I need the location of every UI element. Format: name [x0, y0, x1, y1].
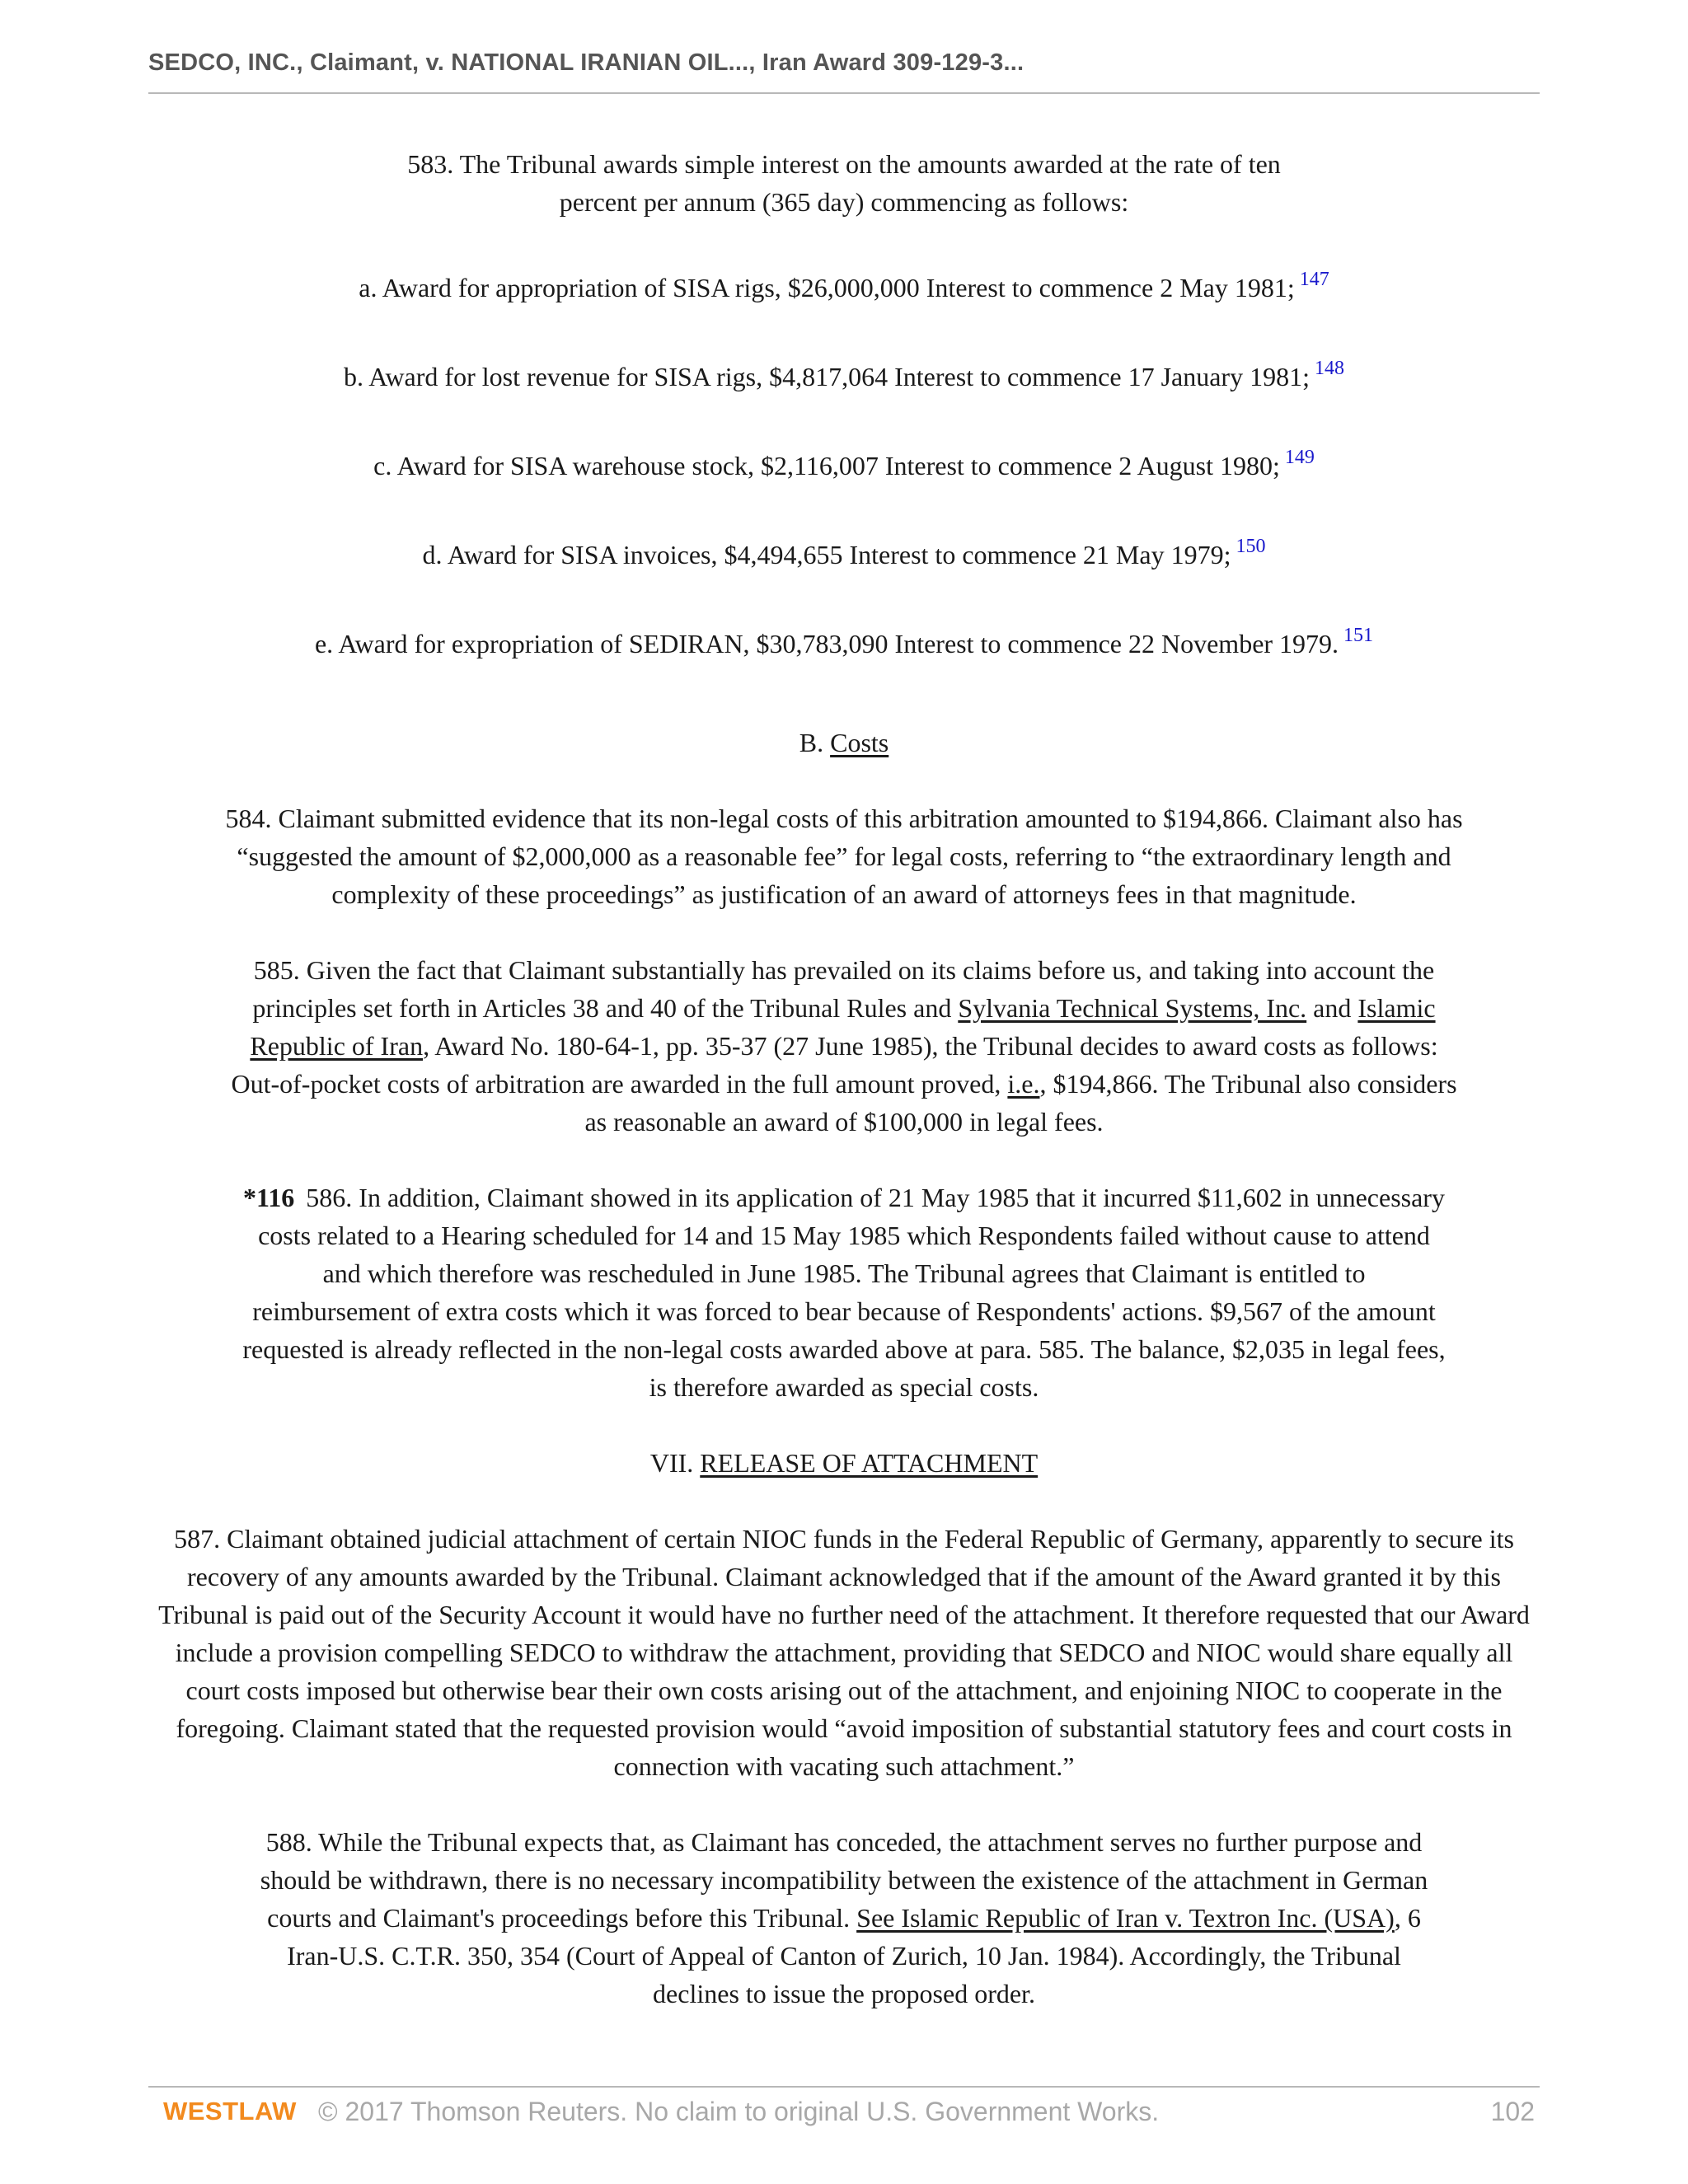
award-item-d: [148, 536, 1540, 577]
heading-prefix: B.: [799, 728, 824, 757]
award-item-c: [148, 447, 1540, 488]
footnote-link-147[interactable]: 147: [1299, 269, 1329, 290]
section-heading-release: [148, 1444, 1540, 1482]
paragraph-text: , $194,866. The Tribunal also considers as reasonable an award of $100,000 in legal fees.: [584, 1069, 1457, 1137]
header-divider: [148, 92, 1540, 94]
section-heading-costs: [148, 724, 1540, 762]
footnote-link-149[interactable]: 149: [1284, 447, 1315, 468]
footnote-link-148[interactable]: 148: [1314, 358, 1344, 379]
award-item-e: [148, 625, 1540, 666]
award-item-text: a. Award for appropriation of SISA rigs, $26,000,000 Interest to commence 2 May 1981;: [359, 273, 1295, 302]
paragraph-585: [226, 951, 1462, 1141]
award-item-text: d. Award for SISA invoices, $4,494,655 Interest to commence 21 May 1979;: [422, 540, 1231, 569]
award-item-text: b. Award for lost revenue for SISA rigs, $4,817,064 Interest to commence 17 January 1981;: [344, 362, 1310, 391]
page-number: 102: [1490, 2097, 1535, 2126]
footer-copyright: © 2017 Thomson Reuters. No claim to original U.S. Government Works.: [318, 2097, 1160, 2126]
award-item-a: [148, 269, 1540, 310]
paragraph-588: [242, 1823, 1446, 2013]
award-item-b: [148, 358, 1540, 399]
heading-prefix: VII.: [649, 1448, 694, 1478]
case-link-islamic-republic[interactable]: Islamic Republic of Iran: [250, 993, 1436, 1061]
footnote-link-150[interactable]: 150: [1236, 536, 1266, 557]
paragraph-text: , Award No. 180-64-1, pp. 35-37 (27 June 1985), the Tribunal decides to award costs as follows: Out-of-pocket costs of arbitration are awarded in the full amount proved,: [231, 1031, 1438, 1099]
paragraph-text: 588. While the Tribunal expects that, as Claimant has conceded, the attachment serves no further purpose and should be withdrawn, there is no necessary incompatibility between the existence of the attachment in German courts and Claimant's proceedings before this Tribunal.: [260, 1827, 1428, 1933]
case-link-textron[interactable]: See Islamic Republic of Iran v. Textron Inc. (USA): [856, 1903, 1395, 1933]
heading-title: RELEASE OF ATTACHMENT: [700, 1448, 1039, 1478]
heading-title: Costs: [830, 728, 889, 757]
paragraph-584: 584. Claimant submitted evidence that its non-legal costs of this arbitration amounted to $194,866. Claimant also has “suggested the amount of $2,000,000 as a reasonable fee” for legal costs, referring to “the extraordinary length and complexity of these proceedings” as justification of an award of attorneys fees in that magnitude.: [225, 804, 1463, 909]
document-header-title: SEDCO, INC., Claimant, v. NATIONAL IRANIAN OIL..., Iran Award 309-129-3...: [148, 49, 1025, 76]
westlaw-logo: WESTLAW: [163, 2097, 297, 2125]
paragraph-583: 583. The Tribunal awards simple interest on the amounts awarded at the rate of ten percent per annum (365 day) commencing as follows:: [407, 149, 1281, 217]
paragraph-text: 586. In addition, Claimant showed in its application of 21 May 1985 that it incurred $11,602 in unnecessary costs related to a Hearing scheduled for 14 and 15 May 1985 which Respondents failed without cause to attend and which therefore was rescheduled in June 1985. The Tribunal agrees that Claimant is entitled to reimbursement of extra costs which it was forced to bear because of Respondents' actions. $9,567 of the amount requested is already reflected in the non-legal costs awarded above at para. 585. The balance, $2,035 in legal fees, is therefore awarded as special costs.: [242, 1183, 1446, 1402]
document-body: [148, 145, 1540, 2013]
award-item-text: e. Award for expropriation of SEDIRAN, $30,783,090 Interest to commence 22 November 1979.: [314, 629, 1339, 658]
paragraph-text: 585. Given the fact that Claimant substantially has prevailed on its claims before us, and taking into account the principles set forth in Articles 38 and 40 of the Tribunal Rules and: [252, 955, 1435, 1023]
paragraph-text: and: [1306, 993, 1358, 1023]
ie-emphasis: i.e.: [1007, 1069, 1040, 1099]
footnote-link-151[interactable]: 151: [1343, 625, 1374, 646]
star-page-marker: *116: [243, 1183, 295, 1212]
footer-divider: [148, 2086, 1540, 2088]
paragraph-text: , 6 Iran-U.S. C.T.R. 350, 354 (Court of Appeal of Canton of Zurich, 10 Jan. 1984). Accordingly, the Tribunal declines to issue the proposed order.: [287, 1903, 1421, 2008]
case-link-sylvania[interactable]: Sylvania Technical Systems, Inc.: [958, 993, 1307, 1023]
award-item-text: c. Award for SISA warehouse stock, $2,116,007 Interest to commence 2 August 1980;: [373, 451, 1280, 480]
paragraph-587: 587. Claimant obtained judicial attachment of certain NIOC funds in the Federal Republic of Germany, apparently to secure its recovery of any amounts awarded by the Tribunal. Claimant acknowledged that if the amount of the Award granted it by this Tribunal is paid out of the Security Account it would have no further need of the attachment. It therefore requested that our Award include a provision compelling SEDCO to withdraw the attachment, providing that SEDCO and NIOC would share equally all court costs imposed but otherwise bear their own costs arising out of the attachment, and enjoining NIOC to cooperate in the foregoing. Claimant stated that the requested provision would “avoid imposition of substantial statutory fees and court costs in connection with vacating such attachment.”: [158, 1524, 1530, 1781]
paragraph-586: [242, 1179, 1446, 1406]
